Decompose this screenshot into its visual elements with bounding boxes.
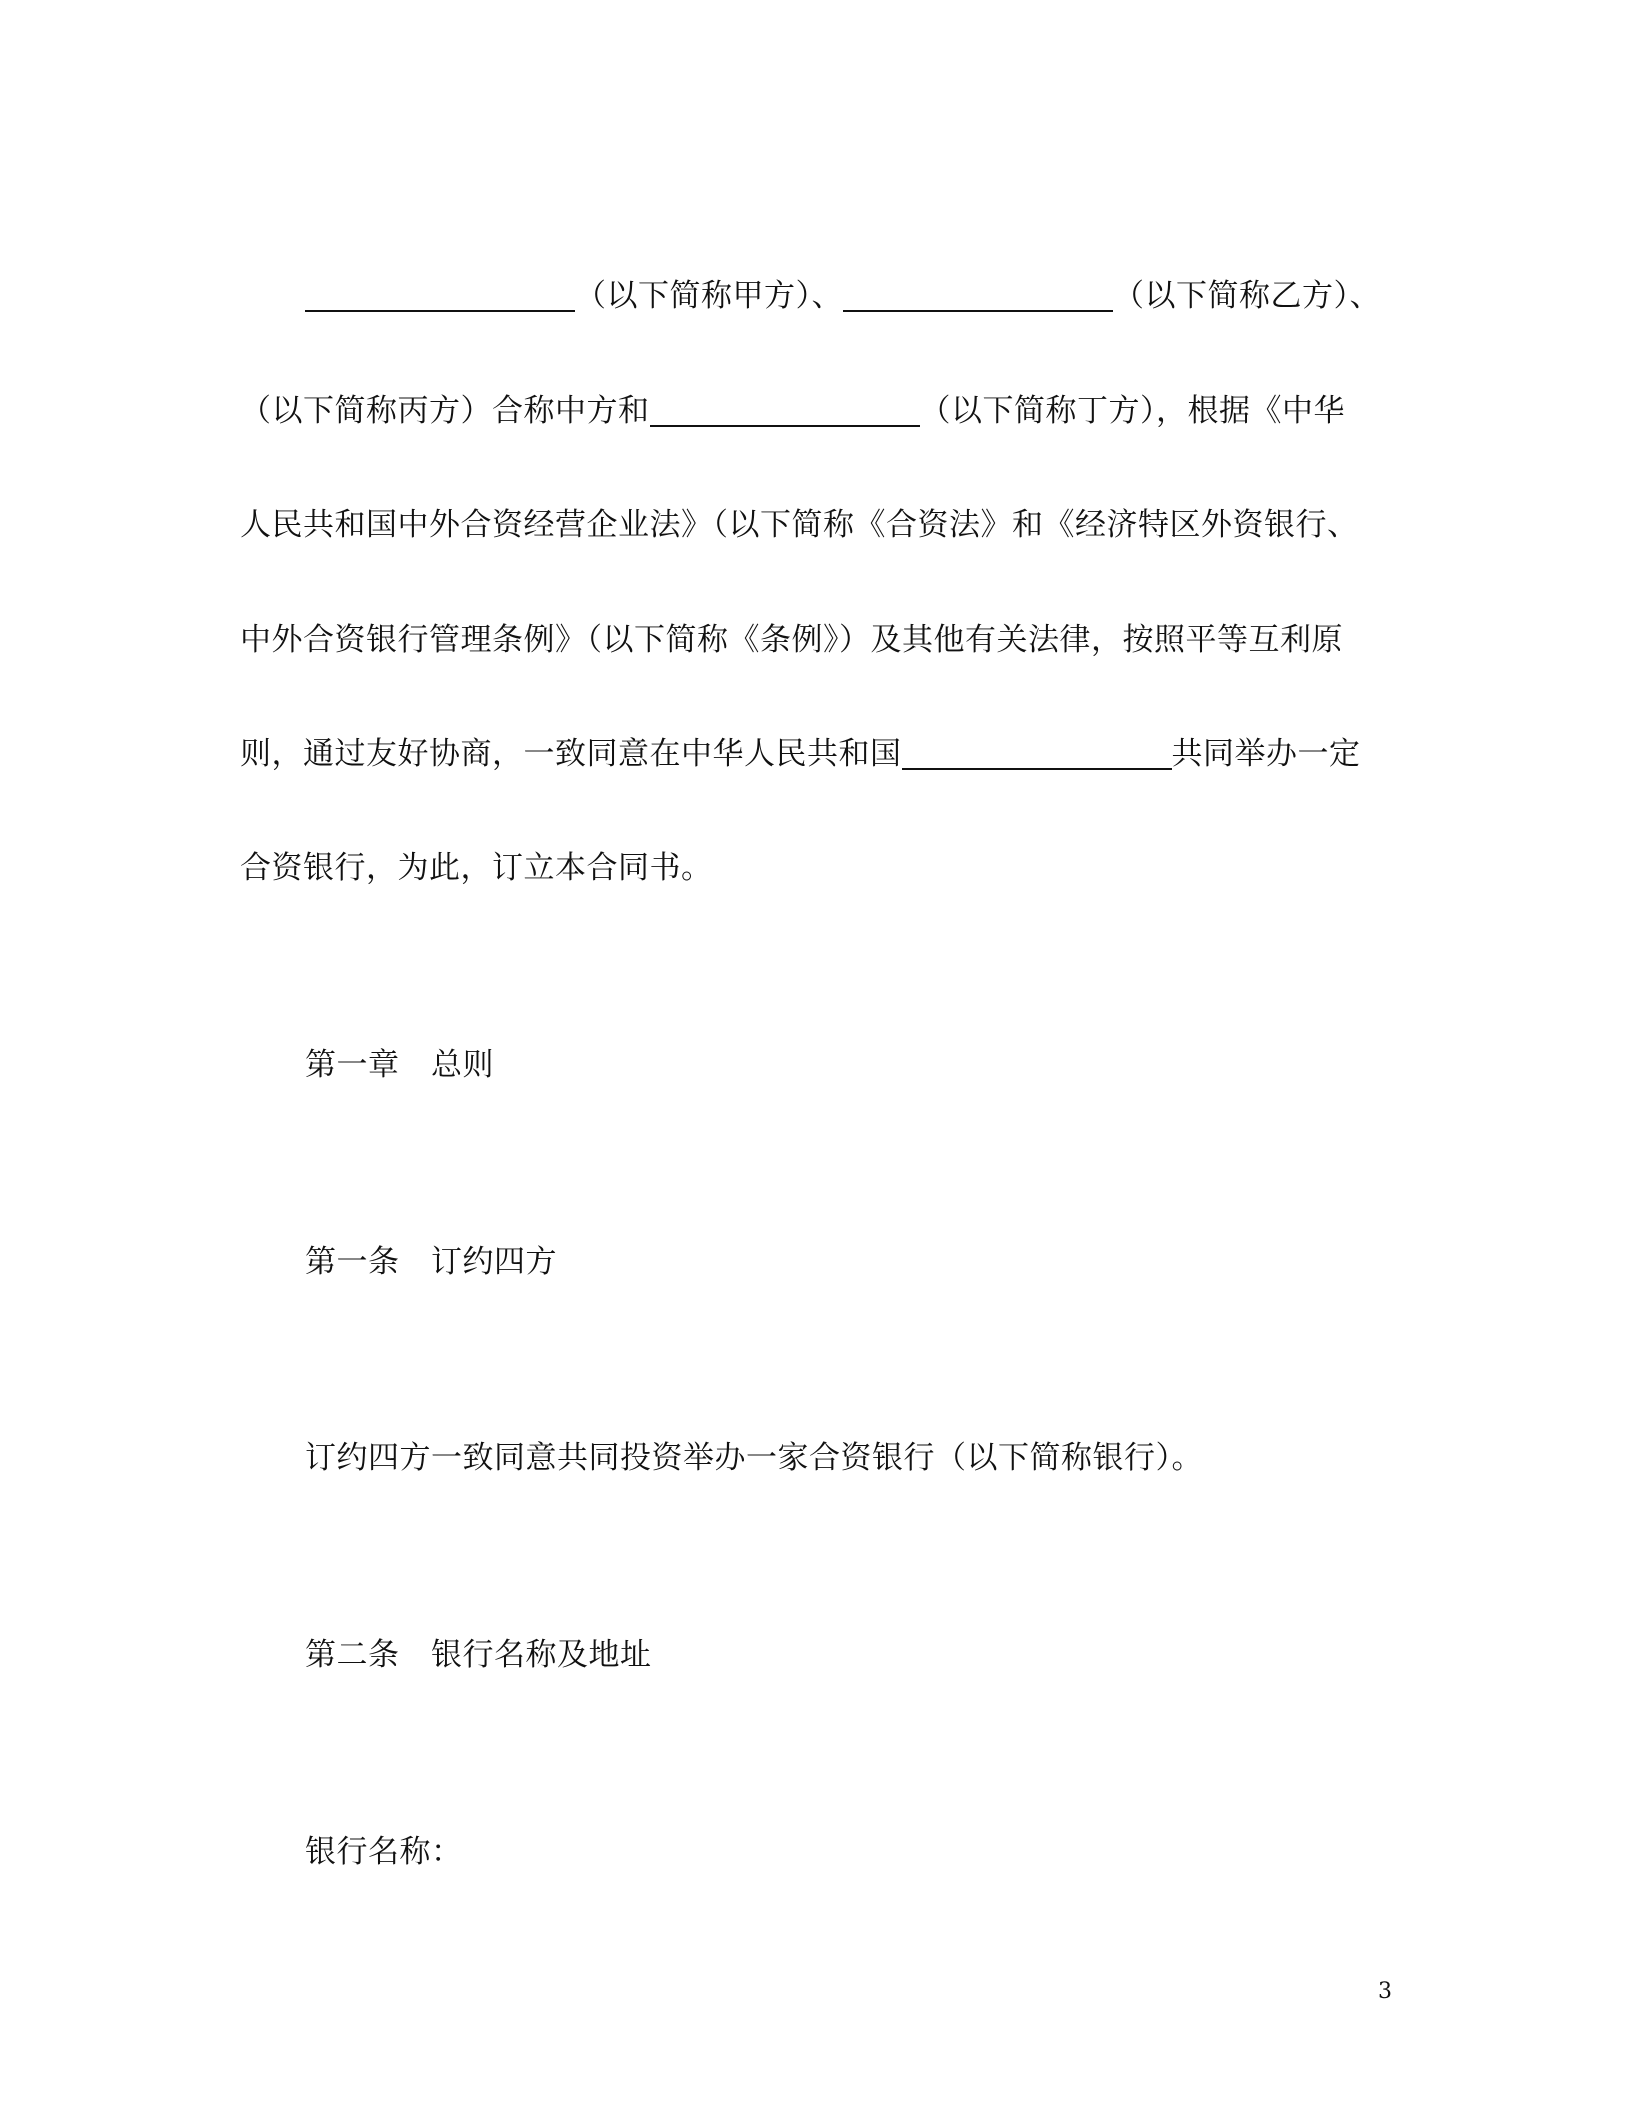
intro-line-1 [305, 276, 1381, 316]
page-number: 3 [1378, 1979, 1392, 2004]
blank-party-d [650, 395, 920, 427]
intro-line-6: 合资银行，为此，订立本合同书。 [240, 850, 713, 886]
blank-party-b [843, 280, 1113, 312]
intro-line-2-text-b: （以下简称丁方），根据《中华 [919, 393, 1345, 429]
intro-line-5-text-b: 共同举办一定 [1171, 736, 1361, 772]
article-2-heading: 第二条 银行名称及地址 [305, 1637, 652, 1673]
article-1-body: 订约四方一致同意共同投资举办一家合资银行（以下简称银行）。 [305, 1440, 1203, 1476]
intro-line-5-text-a: 则，通过友好协商，一致同意在中华人民共和国 [240, 736, 902, 772]
intro-line-1-text-a: （以下简称甲方）、 [575, 278, 843, 314]
intro-line-5 [240, 734, 1361, 774]
chapter-1-heading: 第一章 总则 [305, 1047, 494, 1083]
blank-party-a [305, 280, 575, 312]
bank-name-label: 银行名称： [305, 1834, 463, 1870]
intro-line-2-text-a: （以下简称丙方）合称中方和 [240, 393, 650, 429]
article-1-heading: 第一条 订约四方 [305, 1244, 557, 1280]
intro-line-1-text-b: （以下简称乙方）、 [1113, 278, 1381, 314]
intro-line-3: 人民共和国中外合资经营企业法》（以下简称《合资法》和《经济特区外资银行、 [240, 507, 1359, 543]
intro-line-2 [240, 391, 1345, 431]
blank-location [902, 738, 1172, 770]
intro-line-4: 中外合资银行管理条例》（以下简称《条例》）及其他有关法律，按照平等互利原 [240, 622, 1343, 658]
